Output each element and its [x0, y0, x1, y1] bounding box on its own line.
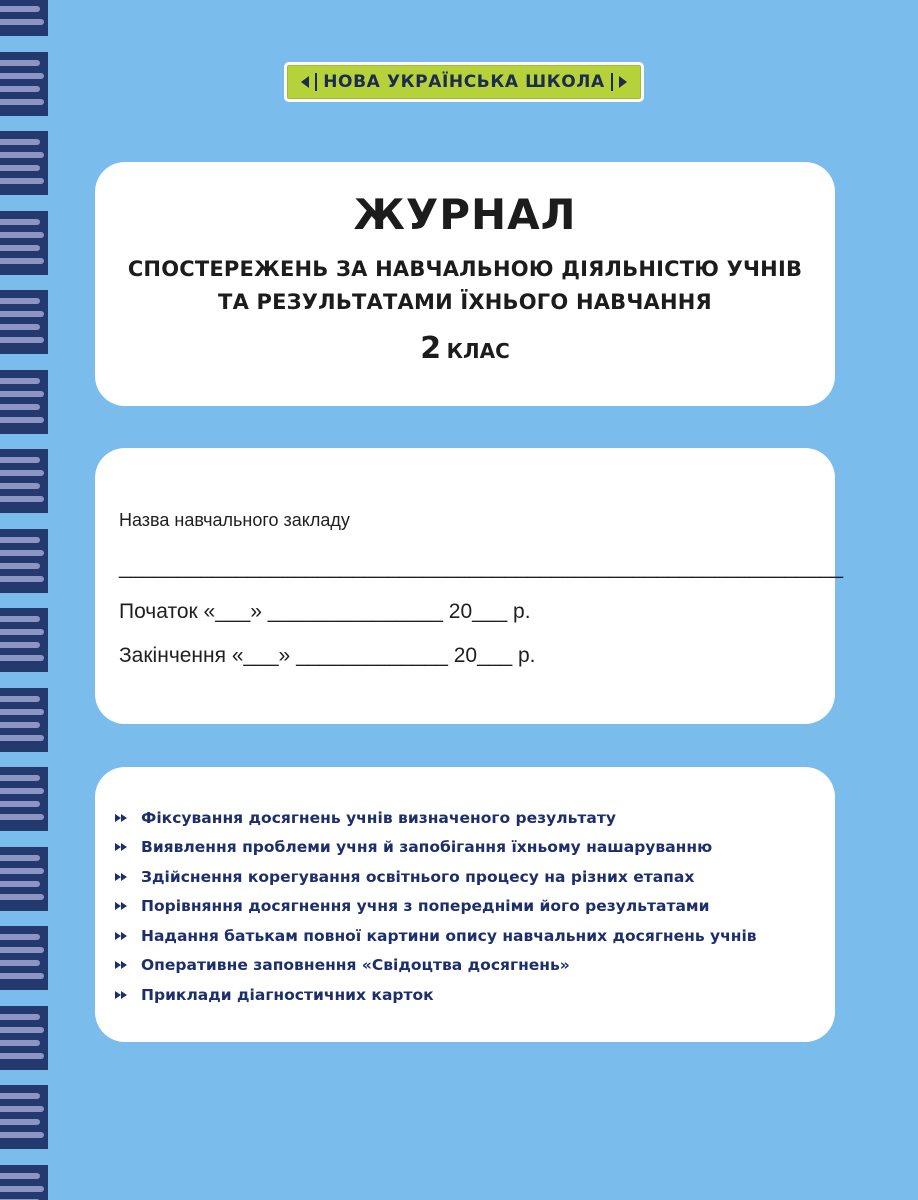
binding-ring-wire	[0, 324, 40, 330]
binding-ring	[0, 767, 48, 831]
end-date-line: Закінчення «___» _____________ 20___ р.	[119, 644, 536, 667]
binding-ring-wire	[0, 868, 44, 874]
cover-subtitle-line-2: ТА РЕЗУЛЬТАТАМИ ЇХНЬОГО НАВЧАННЯ	[218, 290, 712, 314]
title-card	[95, 162, 835, 406]
binding-ring	[0, 529, 48, 593]
feature-item	[115, 980, 835, 1010]
binding-ring-wire	[0, 404, 40, 410]
grade-number: 2	[420, 331, 442, 366]
binding-ring	[0, 449, 48, 513]
binding-ring	[0, 0, 48, 36]
binding-ring	[0, 1165, 48, 1200]
binding-ring	[0, 370, 48, 434]
feature-item	[115, 833, 835, 863]
feature-item	[115, 892, 835, 922]
binding-ring	[0, 52, 48, 116]
double-arrow-icon	[115, 843, 141, 851]
feature-item	[115, 803, 835, 833]
binding-ring-wire	[0, 616, 40, 622]
binding-ring-wire	[0, 696, 40, 702]
binding-ring-wire	[0, 258, 44, 264]
binding-ring	[0, 1006, 48, 1070]
binding-ring-wire	[0, 232, 44, 238]
triangle-right-icon	[619, 76, 627, 88]
grade-label	[95, 331, 835, 366]
badge-divider	[611, 73, 613, 91]
feature-item-text: Виявлення проблеми учня й запобігання їхньому нашаруванню	[141, 838, 713, 857]
double-arrow-icon	[115, 932, 141, 940]
binding-ring-wire	[0, 655, 44, 661]
binding-ring-wire	[0, 1173, 40, 1179]
binding-ring-wire	[0, 298, 40, 304]
binding-ring-wire	[0, 139, 40, 145]
binding-ring-wire	[0, 165, 40, 171]
binding-ring-wire	[0, 19, 44, 25]
binding-ring-wire	[0, 496, 44, 502]
school-name-label: Назва навчального закладу	[119, 510, 350, 530]
feature-item	[115, 921, 835, 951]
cover-title: ЖУРНАЛ	[353, 190, 577, 239]
binding-ring-wire	[0, 934, 40, 940]
binding-ring-wire	[0, 563, 40, 569]
binding-ring-wire	[0, 722, 40, 728]
binding-ring	[0, 847, 48, 911]
binding-ring-wire	[0, 152, 44, 158]
binding-ring-wire	[0, 1119, 40, 1125]
binding-ring-wire	[0, 960, 40, 966]
binding-ring	[0, 688, 48, 752]
school-info-card	[95, 448, 844, 724]
badge-divider	[315, 73, 317, 91]
binding-ring-wire	[0, 947, 44, 953]
double-arrow-icon	[115, 961, 141, 969]
binding-ring-wire	[0, 417, 44, 423]
triangle-left-icon	[301, 76, 309, 88]
binding-ring	[0, 1085, 48, 1149]
binding-ring-wire	[0, 245, 40, 251]
cover-subtitle-line-1: СПОСТЕРЕЖЕНЬ ЗА НАВЧАЛЬНОЮ ДІЯЛЬНІСТЮ УЧНІВ	[127, 257, 803, 281]
binding-ring-wire	[0, 576, 44, 582]
double-arrow-icon	[115, 902, 141, 910]
series-badge-label: НОВА УКРАЇНСЬКА ШКОЛА	[323, 72, 605, 92]
binding-ring-wire	[0, 1027, 44, 1033]
cover-subtitle	[95, 253, 835, 319]
binding-ring-wire	[0, 99, 44, 105]
double-arrow-icon	[115, 991, 141, 999]
binding-ring-wire	[0, 1186, 44, 1192]
start-date-line: Початок «___» _______________ 20___ р.	[119, 600, 531, 623]
binding-ring-wire	[0, 470, 44, 476]
binding-ring-wire	[0, 60, 40, 66]
binding-ring	[0, 290, 48, 354]
grade-word: КЛАС	[446, 339, 510, 363]
feature-item	[115, 862, 835, 892]
binding-ring	[0, 926, 48, 990]
binding-ring-wire	[0, 550, 44, 556]
binding-ring	[0, 211, 48, 275]
binding-ring	[0, 608, 48, 672]
binding-ring-wire	[0, 1014, 40, 1020]
feature-item-text: Фіксування досягнень учнів визначеного результату	[141, 808, 616, 827]
binding-ring-wire	[0, 855, 40, 861]
binding-ring-wire	[0, 775, 40, 781]
feature-item-text: Надання батькам повної картини опису навчальних досягнень учнів	[141, 926, 757, 945]
binding-ring-wire	[0, 457, 40, 463]
binding-ring-wire	[0, 73, 44, 79]
binding-ring-wire	[0, 735, 44, 741]
binding-ring-wire	[0, 629, 44, 635]
feature-item-text: Оперативне заповнення «Свідоцтва досягнень»	[141, 956, 570, 975]
feature-item-text: Здійснення корегування освітнього процесу на різних етапах	[141, 867, 695, 886]
binding-ring-wire	[0, 814, 44, 820]
binding-ring-wire	[0, 483, 40, 489]
binding-ring-wire	[0, 894, 44, 900]
binding-ring-wire	[0, 1106, 44, 1112]
school-name-blank: ______________________________________________________________	[119, 556, 844, 579]
binding-ring-wire	[0, 1093, 40, 1099]
binding-ring-wire	[0, 801, 40, 807]
binding-ring-wire	[0, 709, 44, 715]
binding-ring-wire	[0, 642, 40, 648]
features-card	[95, 767, 835, 1042]
binding-ring-wire	[0, 1132, 44, 1138]
binding-ring-wire	[0, 1040, 40, 1046]
binding-ring	[0, 131, 48, 195]
double-arrow-icon	[115, 814, 141, 822]
spiral-binding	[0, 0, 52, 1200]
binding-ring-wire	[0, 973, 44, 979]
binding-ring-wire	[0, 311, 44, 317]
binding-ring-wire	[0, 178, 44, 184]
double-arrow-icon	[115, 873, 141, 881]
binding-ring-wire	[0, 788, 44, 794]
binding-ring-wire	[0, 219, 40, 225]
feature-item-text: Приклади діагностичних карток	[141, 985, 434, 1004]
binding-ring-wire	[0, 881, 40, 887]
binding-ring-wire	[0, 391, 44, 397]
binding-ring-wire	[0, 337, 44, 343]
binding-ring-wire	[0, 6, 40, 12]
feature-item-text: Порівняння досягнення учня з попередніми його результатами	[141, 897, 710, 916]
binding-ring-wire	[0, 86, 40, 92]
feature-item	[115, 951, 835, 981]
features-list	[95, 767, 835, 1010]
series-badge	[284, 62, 644, 102]
binding-ring-wire	[0, 1053, 44, 1059]
binding-ring-wire	[0, 537, 40, 543]
binding-ring-wire	[0, 378, 40, 384]
